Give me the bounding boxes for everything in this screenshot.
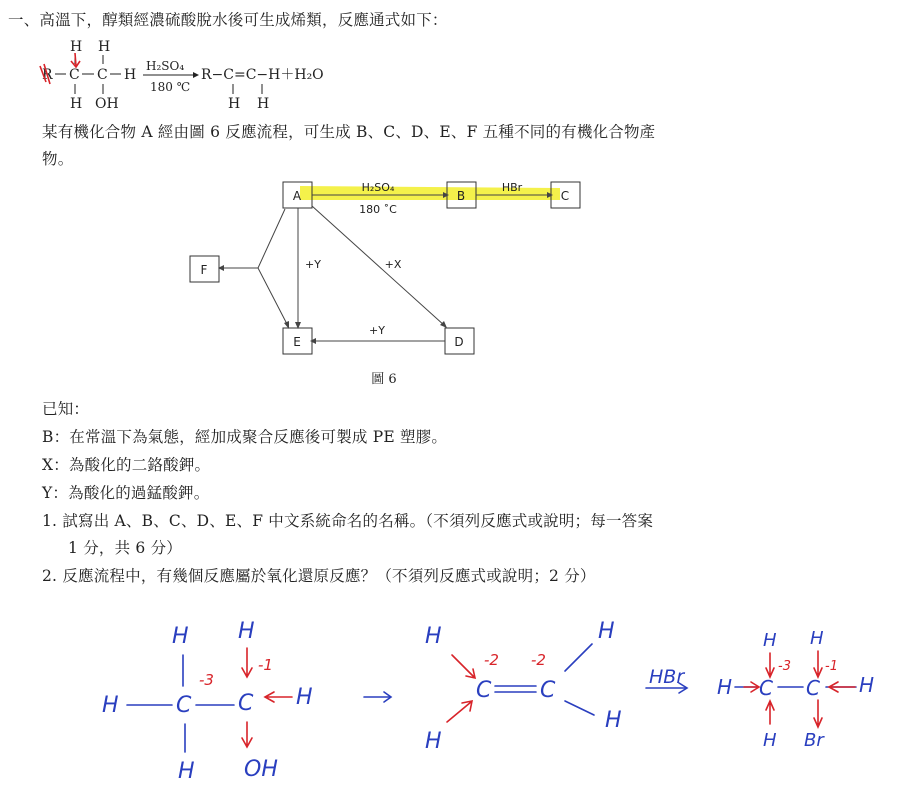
- mol3-C2: C: [806, 676, 820, 700]
- mol1-ox-1: -3: [199, 671, 214, 689]
- reaction-temperature: 180 ℃: [150, 80, 191, 94]
- mol3-Br: Br: [804, 730, 824, 751]
- red-arrow-icon: [242, 648, 252, 677]
- red-arrow-icon: [265, 692, 292, 702]
- red-arrow-icon: [242, 722, 252, 747]
- general-reaction: [40, 39, 324, 112]
- product-bottom-H-2: H: [257, 96, 270, 112]
- product-bottom-H-1: H: [228, 96, 241, 112]
- node-F: F: [200, 263, 208, 277]
- node-A: A: [292, 189, 302, 203]
- reagent-h2so4: H₂SO₄: [146, 59, 185, 73]
- red-arrow-icon: [744, 682, 759, 692]
- edge-AB-reagent: H₂SO₄: [361, 181, 395, 194]
- red-arrow-icon: [452, 655, 475, 678]
- end-H: H: [124, 67, 137, 83]
- mol2-H-tl: H: [425, 624, 442, 649]
- edge-DE-label: +Y: [369, 324, 385, 337]
- node-D: D: [454, 335, 464, 349]
- mol1-C1: C: [176, 693, 192, 718]
- mol1-C2: C: [238, 691, 254, 716]
- scheme-text-line1: 某有機化合物 A 經由圖 6 反應流程，可生成 B、C、D、E、F 五種不同的有機化合物產: [42, 123, 656, 141]
- mol3-H-top2: H: [810, 628, 824, 649]
- mol3-H-left: H: [717, 675, 733, 699]
- known-X: X：為酸化的二鉻酸鉀。: [42, 456, 211, 474]
- red-arrow-icon: [829, 682, 855, 692]
- red-arrow-icon: [71, 53, 80, 67]
- node-E: E: [293, 335, 301, 349]
- mol1-H-left: H: [102, 693, 119, 718]
- scheme-text-line2: 物。: [42, 150, 74, 168]
- mol2-C2: C: [540, 678, 556, 703]
- handwritten-work: [102, 619, 874, 784]
- oxidation-numbers: [199, 651, 838, 689]
- mol3-H-right: H: [859, 673, 875, 697]
- known-B: B：在常溫下為氣態，經加成聚合反應後可製成 PE 塑膠。: [42, 428, 448, 446]
- mol2-H-tr: H: [598, 619, 615, 644]
- edge-BC-reagent: HBr: [501, 181, 523, 194]
- red-arrow-icon: [814, 651, 822, 677]
- mol1-H-top1: H: [172, 624, 189, 649]
- mol1-H-right: H: [296, 685, 313, 710]
- edge-AE-label: +Y: [305, 258, 321, 271]
- mol2-ox-2: -2: [531, 651, 546, 669]
- mol3-ox-2: -1: [825, 659, 838, 674]
- product-formula: R−C=C−H＋H₂O: [201, 67, 324, 83]
- node-C: C: [560, 189, 570, 203]
- carbon-1: C: [69, 67, 80, 83]
- mol2-H-br: H: [605, 708, 622, 733]
- carbon-2: C: [97, 67, 108, 83]
- hw-reagent-hbr: HBr: [649, 666, 685, 688]
- question-2: 2. 反應流程中，有幾個反應屬於氧化還原反應？（不須列反應式或說明；2 分）: [42, 567, 596, 585]
- intro-text: 一、高溫下，醇類經濃硫酸脫水後可生成烯類，反應通式如下：: [8, 11, 448, 29]
- red-arrow-icon: [766, 653, 774, 677]
- mol1-ox-2: -1: [258, 656, 273, 674]
- bottom-H: H: [70, 96, 83, 112]
- edge-AB-temperature: 180 ˚C: [359, 203, 397, 216]
- mol2-C1: C: [476, 678, 492, 703]
- mol2-ox-1: -2: [484, 651, 499, 669]
- R-group: R: [42, 67, 53, 83]
- mol1-OH: OH: [244, 757, 278, 782]
- figure-caption: 圖 6: [371, 372, 397, 387]
- red-arrow-icon: [447, 701, 472, 722]
- top-H-1: H: [70, 39, 83, 55]
- mol3-ox-1: -3: [778, 659, 791, 674]
- mol3-H-bottom: H: [763, 730, 777, 751]
- bottom-OH: OH: [95, 96, 119, 112]
- red-arrow-icon: [814, 700, 822, 727]
- mol1-H-top2: H: [238, 619, 255, 644]
- question-1-line2: 1 分，共 6 分）: [68, 539, 183, 557]
- question-1-line1: 1. 試寫出 A、B、C、D、E、F 中文系統命名的名稱。（不須列反應式或說明；每一答案: [42, 512, 654, 530]
- node-B: B: [456, 189, 466, 203]
- mol3-H-top1: H: [763, 630, 777, 651]
- known-label: 已知：: [42, 400, 90, 418]
- red-arrow-icon: [766, 701, 774, 724]
- mol3-C1: C: [759, 676, 773, 700]
- known-Y: Y：為酸化的過錳酸鉀。: [42, 484, 210, 502]
- edge-AD-label: +X: [384, 258, 402, 271]
- flow-diagram: [190, 181, 580, 387]
- top-H-2: H: [98, 39, 111, 55]
- mol1-H-bottom: H: [178, 759, 195, 784]
- mol2-H-bl: H: [425, 729, 442, 754]
